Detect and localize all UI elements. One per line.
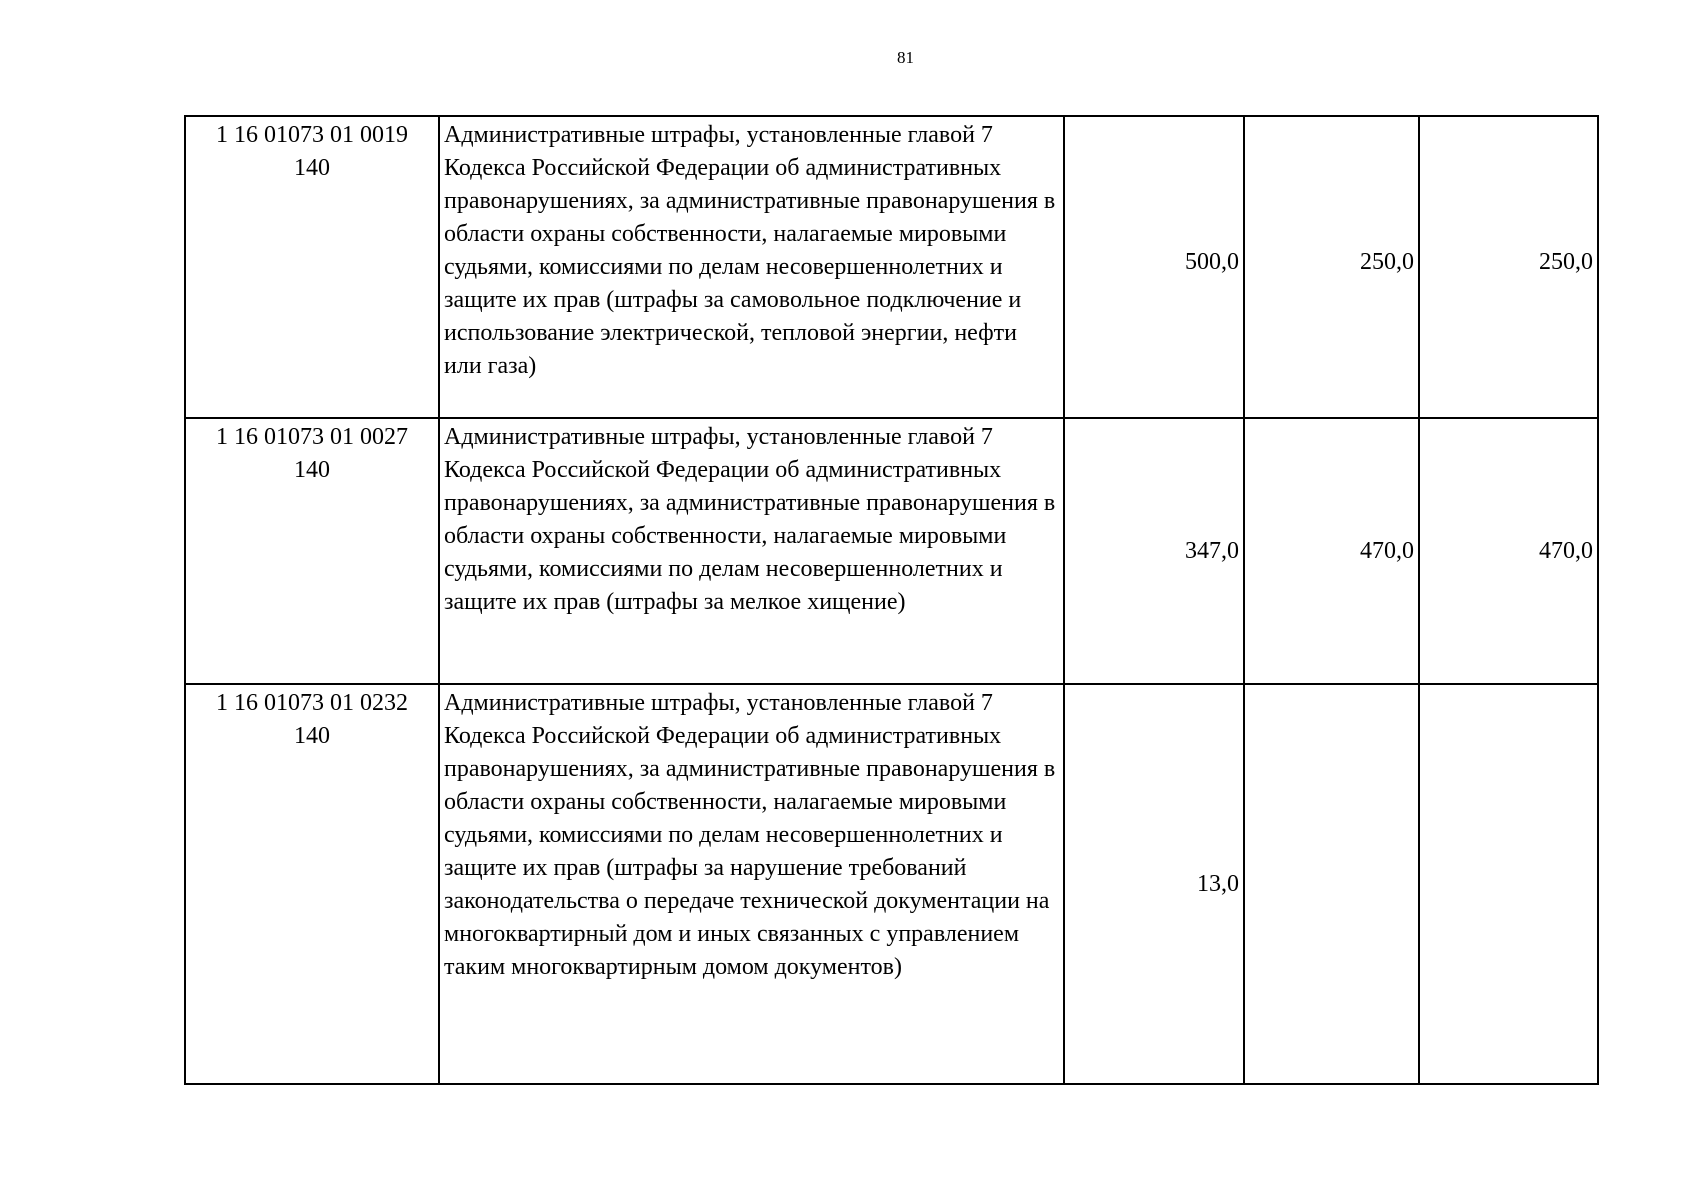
budget-table [184,115,1599,1085]
value-cell-1 [1064,418,1244,684]
value-text: 500,0 [1185,248,1239,275]
value-cell-2 [1244,116,1419,418]
value-text: 347,0 [1185,537,1239,564]
code-line: 1 16 01073 01 0019 [216,122,408,148]
revenue-name-cell: Административные штрафы, установленные главой 7 Кодекса Российской Федерации об административных правонарушениях, за административные правонарушения в области охраны собственности, налагаемые мировыми судьями, комиссиями по делам несовершеннолетних и защите их прав (штрафы за нарушение требований законодательства о передаче технической документации на многоквартирный дом и иных связанных с управлением таким многоквартирным домом документов) [439,684,1064,1084]
value-cell-3 [1419,418,1598,684]
classification-code-cell [185,116,439,418]
value-cell-1 [1064,684,1244,1084]
value-cell-2 [1244,418,1419,684]
value-cell-3 [1419,684,1598,1084]
value-text: 250,0 [1360,248,1414,275]
classification-code-cell [185,684,439,1084]
page-number: 81 [897,48,914,67]
revenue-name-cell: Административные штрафы, установленные главой 7 Кодекса Российской Федерации об административных правонарушениях, за административные правонарушения в области охраны собственности, налагаемые мировыми судьями, комиссиями по делам несовершеннолетних и защите их прав (штрафы за мелкое хищение) [439,418,1064,684]
value-text: 470,0 [1360,537,1414,564]
value-cell-3 [1419,116,1598,418]
code-line: 1 16 01073 01 0027 [216,424,408,450]
code-line: 140 [294,155,330,181]
table-row [185,418,1598,684]
classification-code-cell [185,418,439,684]
table-row [185,116,1598,418]
code-line: 1 16 01073 01 0232 [216,690,408,716]
revenue-name-cell: Административные штрафы, установленные главой 7 Кодекса Российской Федерации об административных правонарушениях, за административные правонарушения в области охраны собственности, налагаемые мировыми судьями, комиссиями по делам несовершеннолетних и защите их прав (штрафы за самовольное подключение и использование электрической, тепловой энергии, нефти или газа) [439,116,1064,418]
value-text: 13,0 [1197,870,1239,897]
code-line: 140 [294,723,330,749]
code-line: 140 [294,457,330,483]
table-row [185,684,1598,1084]
value-text: 470,0 [1539,537,1593,564]
value-cell-2 [1244,684,1419,1084]
value-text: 250,0 [1539,248,1593,275]
value-cell-1 [1064,116,1244,418]
